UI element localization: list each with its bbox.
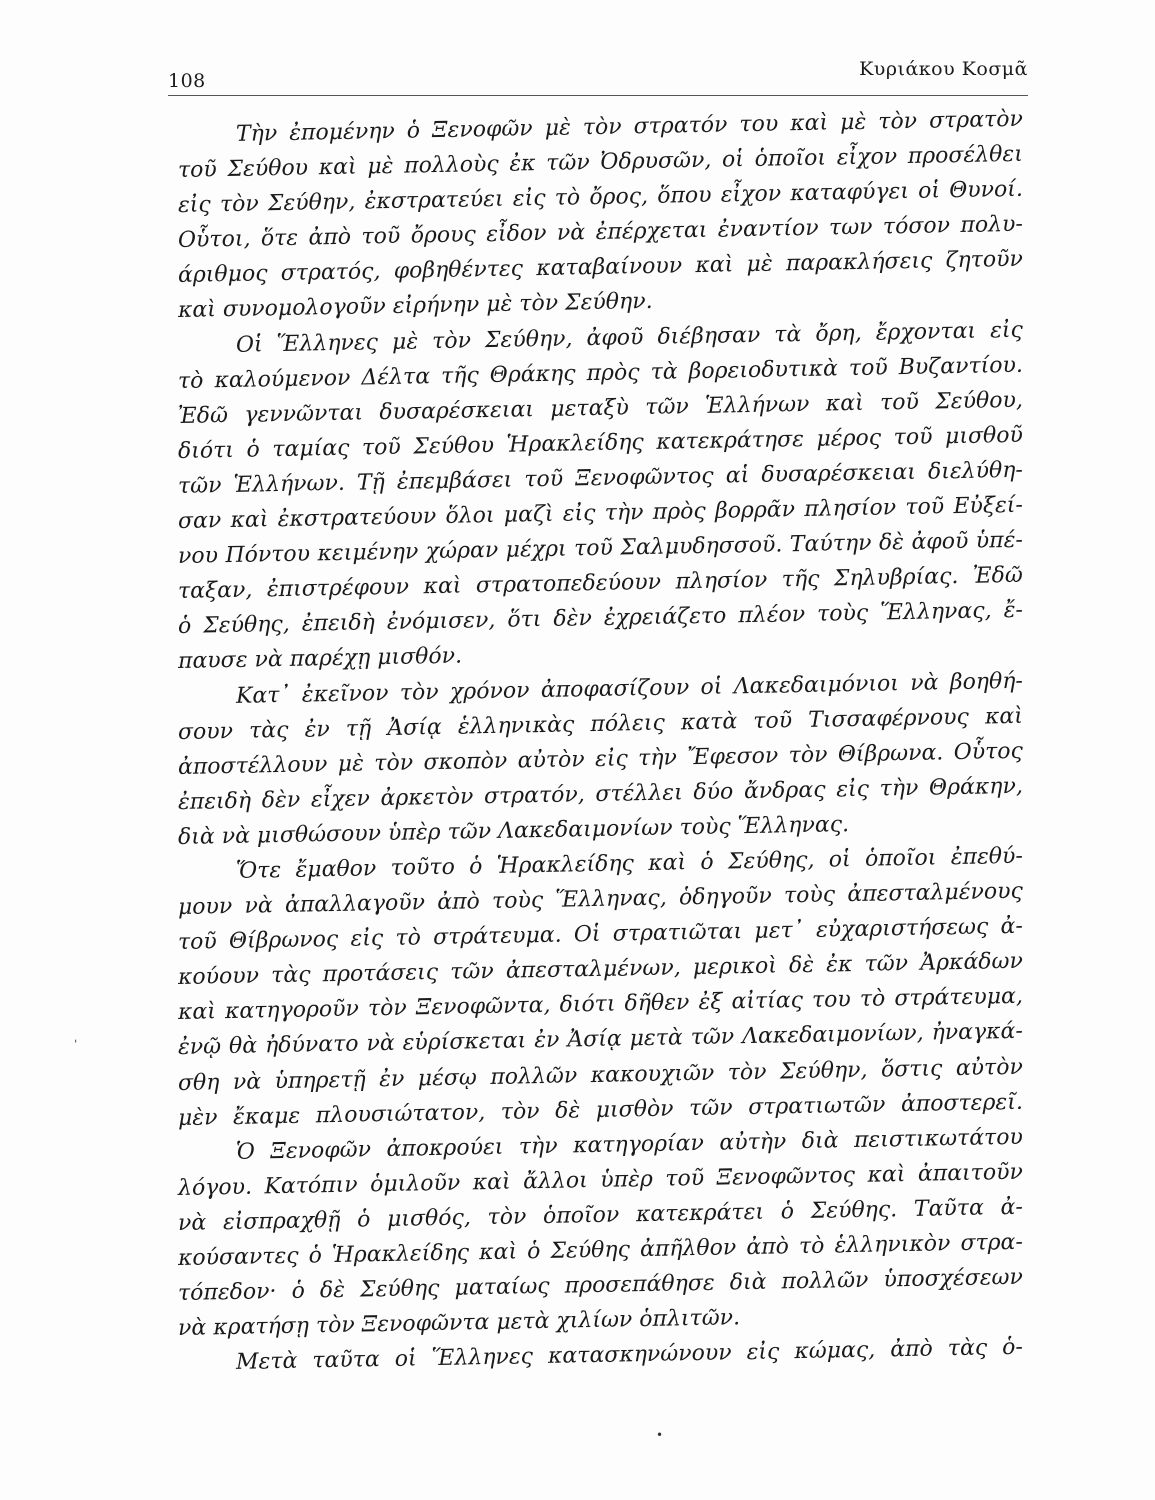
running-head: Κυριάκου Κοσμᾶ [859, 58, 1028, 80]
text-line: νου Πόντου κειμένην χώραν μέχρι τοῦ Σαλμυδησσοῦ. Ταύτην δὲ ἀφοῦ ὑπέ- [177, 527, 1024, 570]
text-line: κούουν τὰς προτάσεις τῶν ἀπεσταλμένων, μερικοὶ δὲ ἐκ τῶν Ἀρκάδων [177, 949, 1024, 991]
text-line: καὶ συνομολογοῦν εἰρήνην μὲ τὸν Σεύθην. [177, 289, 653, 324]
scan-speck: ˌ [74, 1030, 78, 1044]
header-rule [168, 95, 1028, 96]
text-line: Τὴν ἐπομένην ὁ Ξενοφῶν μὲ τὸν στρατόν του καὶ μὲ τὸν στρατὸν [235, 106, 1024, 147]
text-line: μουν νὰ ἀπαλλαγοῦν ἀπὸ τοὺς Ἕλληνας, ὁδηγοῦν τοὺς ἀπεσταλμένους [177, 878, 1024, 921]
text-line: τὸ καλούμενον Δέλτα τῆς Θράκης πρὸς τὰ βορειοδυτικὰ τοῦ Βυζαντίου. [177, 352, 1024, 394]
text-line: ἐνῷ θὰ ἠδύνατο νὰ εὑρίσκεται ἐν Ἀσίᾳ μετὰ τῶν Λακεδαιμονίων, ἠναγκά- [177, 1019, 1024, 1061]
text-line: διότι ὁ ταμίας τοῦ Σεύθου Ἡρακλείδης κατεκράτησε μέρος τοῦ μισθοῦ [177, 422, 1024, 464]
text-line: μὲν ἔκαμε πλουσιώτατον, τὸν δὲ μισθὸν τῶν στρατιωτῶν ἀποστερεῖ. [177, 1089, 1024, 1131]
page-number: 108 [168, 70, 206, 92]
text-line: παυσε νὰ παρέχῃ μισθόν. [177, 643, 463, 675]
text-line: διὰ νὰ μισθώσουν ὑπὲρ τῶν Λακεδαιμονίων τοὺς Ἕλληνας. [177, 811, 850, 850]
text-line: Ὅτε ἔμαθον τοῦτο ὁ Ἡρακλείδης καὶ ὁ Σεύθης, οἱ ὁποῖοι ἐπεθύ- [235, 843, 1024, 884]
text-line: τοῦ Σεύθου καὶ μὲ πολλοὺς ἐκ τῶν Ὀδρυσῶν, οἱ ὁποῖοι εἶχον προσέλθει [177, 141, 1024, 184]
scan-speck: • [656, 1428, 664, 1442]
text-line: Μετὰ ταῦτα οἱ Ἕλληνες κατασκηνώνουν εἰς κώμας, ἀπὸ τὰς ὁ- [235, 1335, 1024, 1376]
text-line: εἰς τὸν Σεύθην, ἐκστρατεύει εἰς τὸ ὄρος, ὅπου εἶχον καταφύγει οἱ Θυνοί. [177, 176, 1024, 219]
text-line: ὁ Σεύθης, ἐπειδὴ ἐνόμισεν, ὅτι δὲν ἐχρειάζετο πλέον τοὺς Ἕλληνας, ἔ- [177, 598, 1024, 640]
text-line: τόπεδον· ὁ δὲ Σεύθης ματαίως προσεπάθησε διὰ πολλῶν ὑποσχέσεων [177, 1264, 1024, 1307]
text-line: Οὗτοι, ὅτε ἀπὸ τοῦ ὄρους εἶδον νὰ ἐπέρχεται ἐναντίον των τόσον πολυ- [177, 212, 1024, 254]
text-line: νὰ εἰσπραχθῇ ὁ μισθός, τὸν ὁποῖον κατεκράτει ὁ Σεύθης. Ταῦτα ἀ- [177, 1194, 1024, 1236]
text-line: ἀποστέλλουν μὲ τὸν σκοπὸν αὐτὸν εἰς τὴν Ἔφεσον τὸν Θίβρωνα. Οὗτος [177, 738, 1024, 780]
text-line: σουν τὰς ἐν τῇ Ἀσίᾳ ἑλληνικὰς πόλεις κατὰ τοῦ Τισσαφέρνους καὶ [177, 703, 1024, 745]
text-line: Κατ᾽ ἐκεῖνον τὸν χρόνον ἀποφασίζουν οἱ Λακεδαιμόνιοι νὰ βοηθή- [235, 668, 1024, 709]
text-line: ἐπειδὴ δὲν εἶχεν ἀρκετὸν στρατόν, στέλλει δύο ἄνδρας εἰς τὴν Θράκην, [177, 773, 1024, 815]
text-line: σθη νὰ ὑπηρετῇ ἐν μέσῳ πολλῶν κακουχιῶν τὸν Σεύθην, ὅστις αὐτὸν [177, 1054, 1024, 1096]
page-header [168, 54, 1028, 94]
text-line: Ὁ Ξενοφῶν ἀποκρούει τὴν κατηγορίαν αὐτὴν διὰ πειστικωτάτου [235, 1124, 1024, 1165]
body-text [177, 106, 1024, 1381]
text-line: καὶ κατηγοροῦν τὸν Ξενοφῶντα, διότι δῆθεν ἐξ αἰτίας του τὸ στράτευμα, [177, 984, 1024, 1026]
text-line: ταξαν, ἐπιστρέφουν καὶ στρατοπεδεύουν πλησίον τῆς Σηλυβρίας. Ἐδῶ [177, 562, 1024, 605]
text-line: λόγου. Κατόπιν ὁμιλοῦν καὶ ἄλλοι ὑπὲρ τοῦ Ξενοφῶντος καὶ ἀπαιτοῦν [177, 1159, 1024, 1201]
text-line: σαν καὶ ἐκστρατεύουν ὅλοι μαζὶ εἰς τὴν πρὸς βορρᾶν πλησίον τοῦ Εὐξεί- [177, 492, 1024, 535]
text-line: τῶν Ἑλλήνων. Τῇ ἐπεμβάσει τοῦ Ξενοφῶντος αἱ δυσαρέσκειαι διελύθη- [177, 457, 1024, 499]
text-line: Ἐδῶ γεννῶνται δυσαρέσκειαι μεταξὺ τῶν Ἑλλήνων καὶ τοῦ Σεύθου, [177, 387, 1024, 429]
text-line: νὰ κρατήσῃ τὸν Ξενοφῶντα μετὰ χιλίων ὁπλιτῶν. [177, 1305, 741, 1342]
text-line: άριθμος στρατός, φοβηθέντες καταβαίνουν καὶ μὲ παρακλήσεις ζητοῦν [177, 247, 1024, 289]
text-line: Οἱ Ἕλληνες μὲ τὸν Σεύθην, ἀφοῦ διέβησαν τὰ ὄρη, ἔρχονται εἰς [235, 317, 1024, 358]
text-line: κούσαντες ὁ Ἡρακλείδης καὶ ὁ Σεύθης ἀπῆλθον ἀπὸ τὸ ἑλληνικὸν στρα- [177, 1229, 1024, 1271]
text-line: τοῦ Θίβρωνος εἰς τὸ στράτευμα. Οἱ στρατιῶται μετ᾽ εὐχαριστήσεως ἀ- [177, 913, 1024, 956]
